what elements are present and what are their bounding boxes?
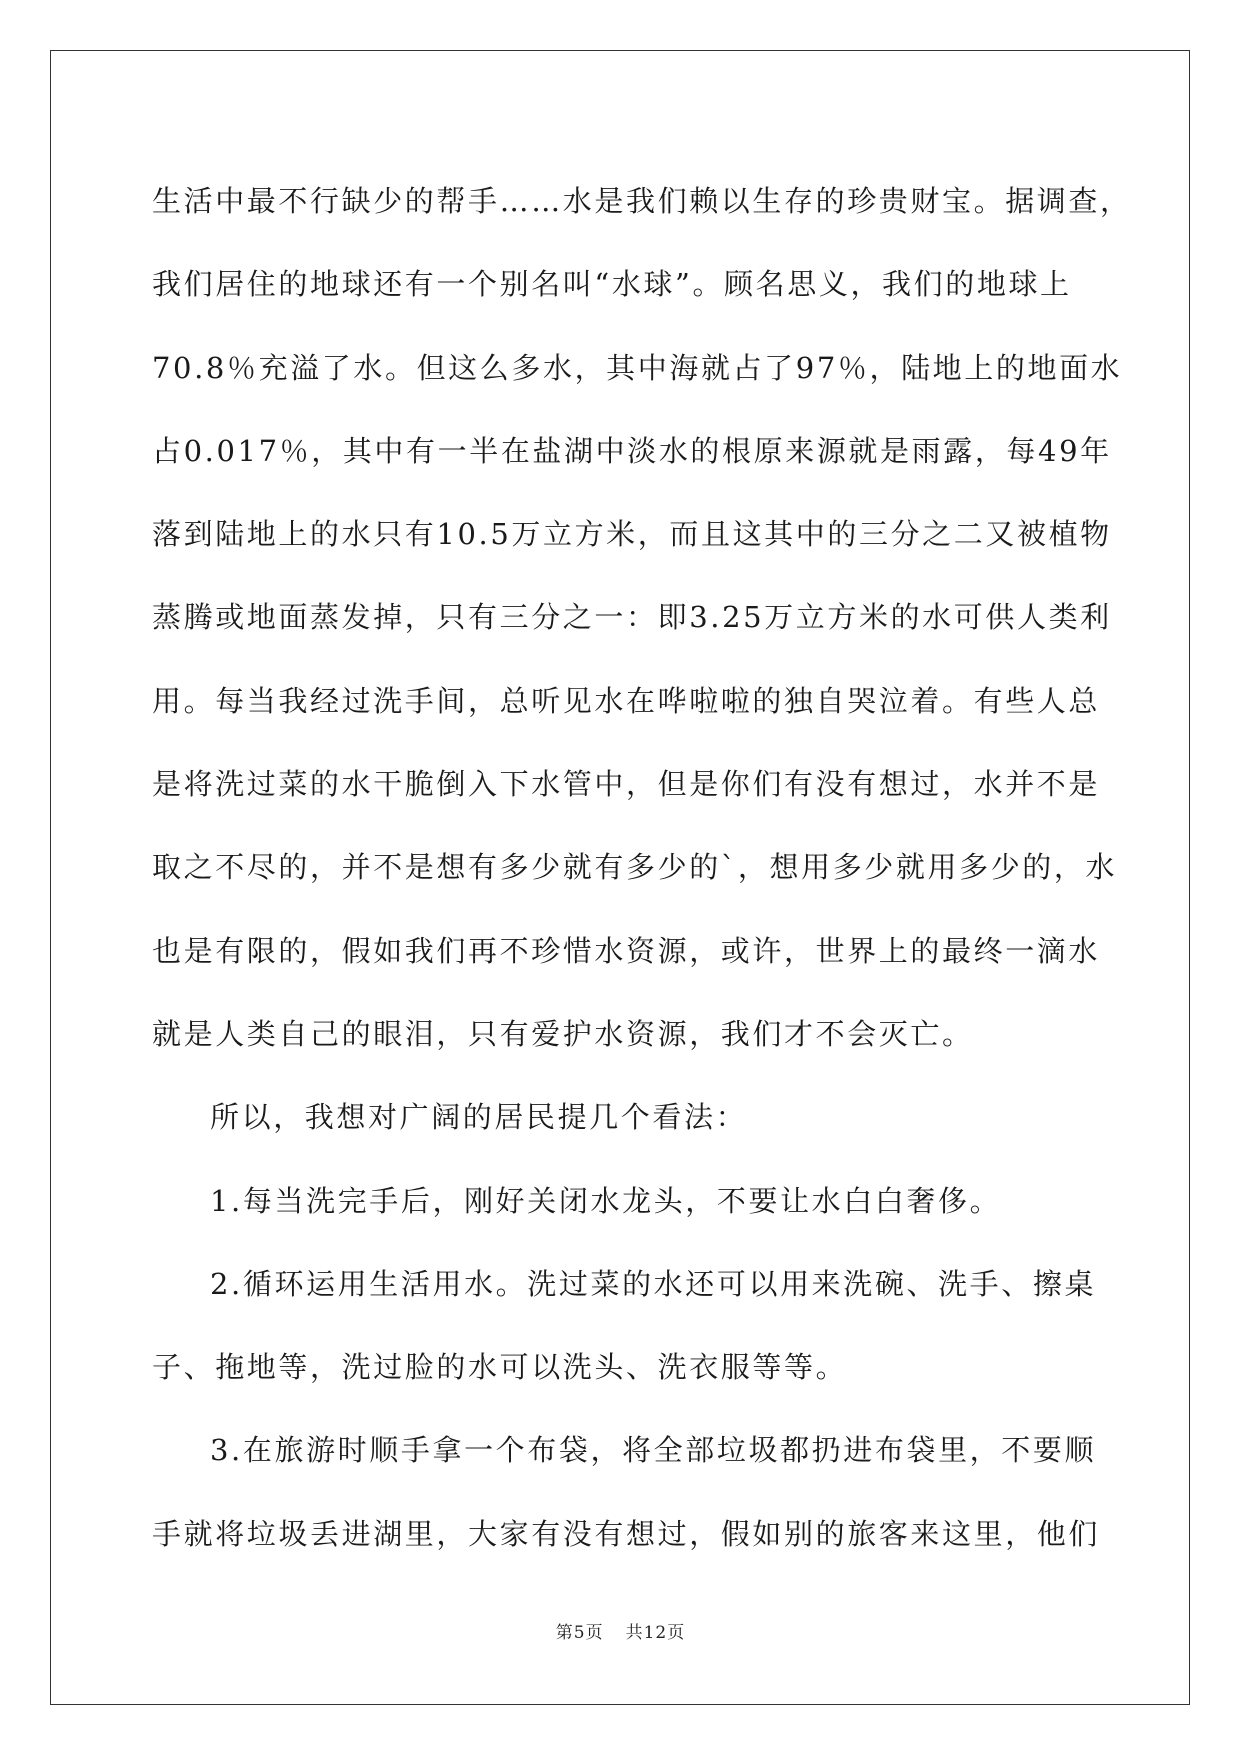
list-item-3: 3.在旅游时顺手拿一个布袋，将全部垃圾都扔进布袋里，不要顺 [210,1433,1097,1468]
text-line: 手就将垃圾丢进湖里，大家有没有想过，假如别的旅客来这里，他们 [152,1516,1101,1551]
text-line: 70.8％充溢了水。但这么多水，其中海就占了97％，陆地上的地面水 [152,350,1123,385]
page-total: 共12页 [625,1623,686,1643]
text-line: 占0.017％，其中有一半在盐湖中淡水的根原来源就是雨露，每49年 [152,433,1112,468]
list-item-1: 1.每当洗完手后，刚好关闭水龙头，不要让水白白奢侈。 [210,1183,1002,1218]
text-line: 落到陆地上的水只有10.5万立方米，而且这其中的三分之二又被植物 [152,517,1112,552]
paragraph-line: 所以，我想对广阔的居民提几个看法： [210,1100,748,1135]
text-line: 生活中最不行缺少的帮手……水是我们赖以生存的珍贵财宝。据调查， [152,184,1132,218]
text-line: 我们居住的地球还有一个别名叫“水球”。顾名思义，我们的地球上 [152,267,1072,302]
text-line: 蒸腾或地面蒸发掉，只有三分之一：即3.25万立方米的水可供人类利 [152,600,1112,635]
text-line: 是将洗过菜的水干脆倒入下水管中，但是你们有没有想过，水并不是 [152,767,1101,802]
text-line: 用。每当我经过洗手间，总听见水在哗啦啦的独自哭泣着。有些人总 [152,683,1101,718]
text-line: 子、拖地等，洗过脸的水可以洗头、洗衣服等等。 [152,1350,848,1385]
text-line: 就是人类自己的眼泪，只有爱护水资源，我们才不会灭亡。 [152,1016,974,1051]
list-item-2: 2.循环运用生活用水。洗过菜的水还可以用来洗碗、洗手、擦桌 [210,1266,1097,1301]
document-body [152,160,1132,1576]
page-number: 第5页 [555,1623,604,1643]
text-line: 取之不尽的，并不是想有多少就有多少的`，想用多少就用多少的，水 [152,850,1118,885]
text-line: 也是有限的，假如我们再不珍惜水资源，或许，世界上的最终一滴水 [152,933,1101,968]
page-footer [0,1618,1241,1643]
